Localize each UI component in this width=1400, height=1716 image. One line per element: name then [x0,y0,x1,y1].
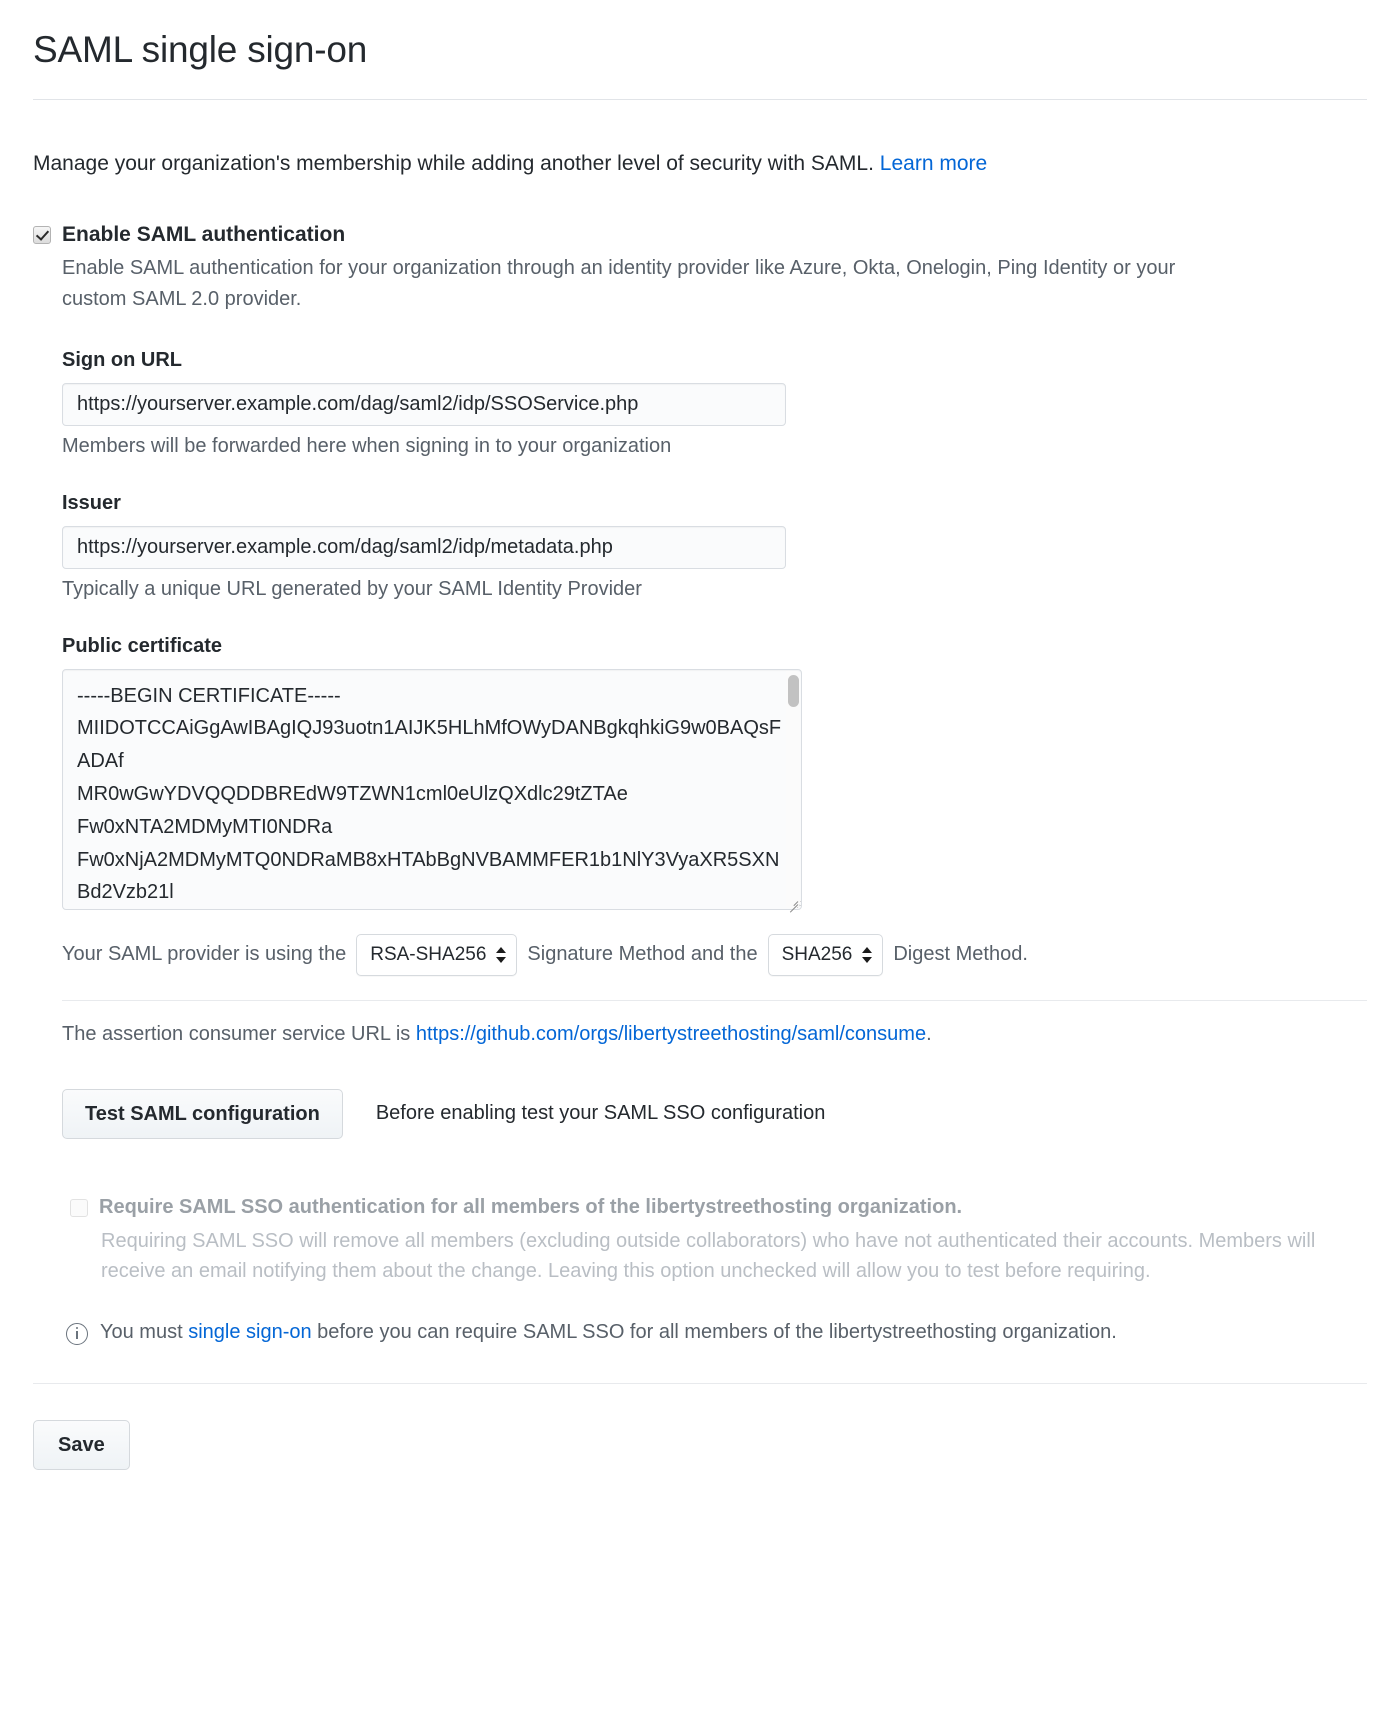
acs-prefix-text: The assertion consumer service URL is [62,1022,416,1045]
require-sso-row [0,1139,1400,1220]
footer-actions [0,1384,1400,1470]
chevron-updown-icon [496,946,506,964]
public-certificate-label: Public certificate [62,634,223,657]
test-configuration-row [0,1046,1400,1139]
signature-method-value: RSA-SHA256 [370,943,487,965]
issuer-help: Typically a unique URL generated by your SAML Identity Provider [62,577,642,600]
note-suffix-text: before you can require SAML SSO for all members of the libertystreethosting organization. [311,1320,1117,1343]
require-sso-description: Requiring SAML SSO will remove all members (excluding outside collaborators) who have not authenticated their accounts. Members will receive an email notifying them about the change. Leaving this option unchecked will allow you to test before requiring. [101,1229,1316,1283]
issuer-label: Issuer [62,491,121,514]
enable-saml-description: Enable SAML authentication for your organization through an identity provider like Azure, Okta, Onelogin, Ping Identity or your custom SAML 2.0 provider. [62,257,1176,311]
signature-method-select[interactable] [356,934,517,976]
title-divider [33,99,1367,100]
save-button[interactable]: Save [33,1420,130,1470]
chevron-updown-icon [862,946,872,964]
page-title: SAML single sign-on [33,29,368,70]
learn-more-link[interactable]: Learn more [879,151,988,175]
test-configuration-note: Before enabling test your SAML SSO configuration [375,1102,826,1125]
note-text [100,1317,1117,1347]
acs-suffix-text: . [926,1022,932,1045]
intro-text: Manage your organization's membership while adding another level of security with SAML. [33,151,874,175]
single-sign-on-link[interactable]: single sign-on [188,1320,312,1343]
single-sign-on-note [0,1287,1400,1347]
enable-saml-label[interactable]: Enable SAML authentication [62,223,346,247]
method-middle-text: Signature Method and the [527,943,758,966]
note-prefix-text: You must [100,1320,189,1343]
require-sso-checkbox [70,1199,88,1217]
digest-method-select[interactable] [768,934,884,976]
sign-on-url-input[interactable] [62,383,786,426]
saml-config-fields [0,349,1400,910]
issuer-input[interactable] [62,526,786,569]
assertion-consumer-url-line [0,1001,1400,1046]
method-row [0,910,1400,976]
info-icon [66,1323,88,1345]
method-suffix-text: Digest Method. [893,943,1028,966]
sign-on-url-label: Sign on URL [62,348,182,371]
method-prefix-text: Your SAML provider is using the [62,943,347,966]
public-certificate-wrapper [62,669,802,910]
public-certificate-textarea[interactable] [62,669,802,910]
intro-paragraph [0,121,1400,180]
digest-method-value: SHA256 [781,943,853,965]
enable-saml-checkbox[interactable] [33,226,51,244]
sign-on-url-help: Members will be forwarded here when signing in to your organization [62,434,672,457]
test-saml-configuration-button[interactable]: Test SAML configuration [62,1089,343,1139]
require-sso-label: Require SAML SSO authentication for all members of the libertystreethosting organization. [99,1195,963,1218]
enable-saml-row [0,200,1400,248]
assertion-consumer-url-link[interactable]: https://github.com/orgs/libertystreethosting/saml/consume [415,1022,927,1045]
